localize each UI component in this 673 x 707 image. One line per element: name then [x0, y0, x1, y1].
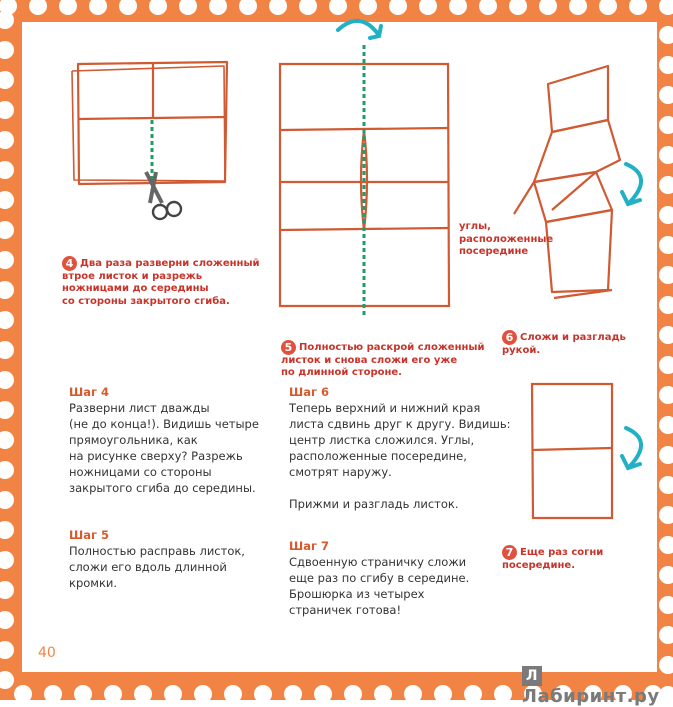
- caption-step-5: [281, 327, 484, 380]
- caption-step-6: [502, 317, 626, 357]
- caption-text: Полностью раскрой сложенный листок и снова сложи его уже по длинной стороне.: [281, 341, 485, 378]
- step-4-block: [69, 384, 259, 496]
- caption-step-7: [502, 532, 603, 572]
- caption-text: Два раза разверни сложенный втрое листок и разрежь ножницами до середины со стороны закрытого сгиба.: [62, 257, 260, 307]
- rotate-arrow-icon: [622, 428, 641, 468]
- step-number-badge: 5: [281, 340, 296, 355]
- corners-label: углы, расположенные посередине: [459, 221, 554, 257]
- step-7-block: [289, 538, 469, 618]
- caption-text: Сложи и разгладь рукой.: [502, 331, 626, 356]
- rotate-arrow-icon: [338, 21, 381, 38]
- scissors-icon: [146, 172, 181, 219]
- step-number-badge: 6: [502, 330, 517, 345]
- step-heading: Шаг 5: [69, 528, 109, 542]
- figure-step-6-folded-shape: [514, 66, 620, 298]
- watermark: [522, 664, 673, 707]
- step-text: Теперь верхний и нижний края листа сдвинь друг к другу. Видишь: центр листка сложился. Углы, расположенные посередине, смотрят наружу. Прижми и разгладь листок.: [289, 401, 511, 511]
- step-text: Разверни лист дважды (не до конца!). Видишь четыре прямоугольника, как на рисунке сверху? Разрежь ножницами со стороны закрытого сгиба до середины.: [69, 401, 259, 495]
- step-5-block: [69, 527, 245, 591]
- step-heading: Шаг 4: [69, 385, 109, 399]
- caption-step-4: [62, 243, 260, 308]
- figure-step-4-folded-sheet: [72, 62, 227, 184]
- caption-text: Еще раз согни посередине.: [502, 546, 604, 571]
- step-text: Полностью расправь листок, сложи его вдоль длинной кромки.: [69, 544, 245, 590]
- step-heading: Шаг 6: [289, 385, 329, 399]
- step-text: Сдвоенную страничку сложи еще раз по сгибу в середине. Брошюрка из четырех страничек готова!: [289, 555, 470, 617]
- watermark-text: Лабиринт.ру: [522, 686, 660, 707]
- rotate-arrow-icon: [622, 164, 641, 204]
- watermark-logo: Л: [522, 666, 542, 686]
- step-heading: Шаг 7: [289, 539, 329, 553]
- figure-step-7-sheet: [532, 384, 612, 518]
- step-number-badge: 7: [502, 545, 517, 560]
- step-6-block: [289, 384, 511, 512]
- step-number-badge: 4: [62, 256, 77, 271]
- page-number: 40: [38, 645, 56, 661]
